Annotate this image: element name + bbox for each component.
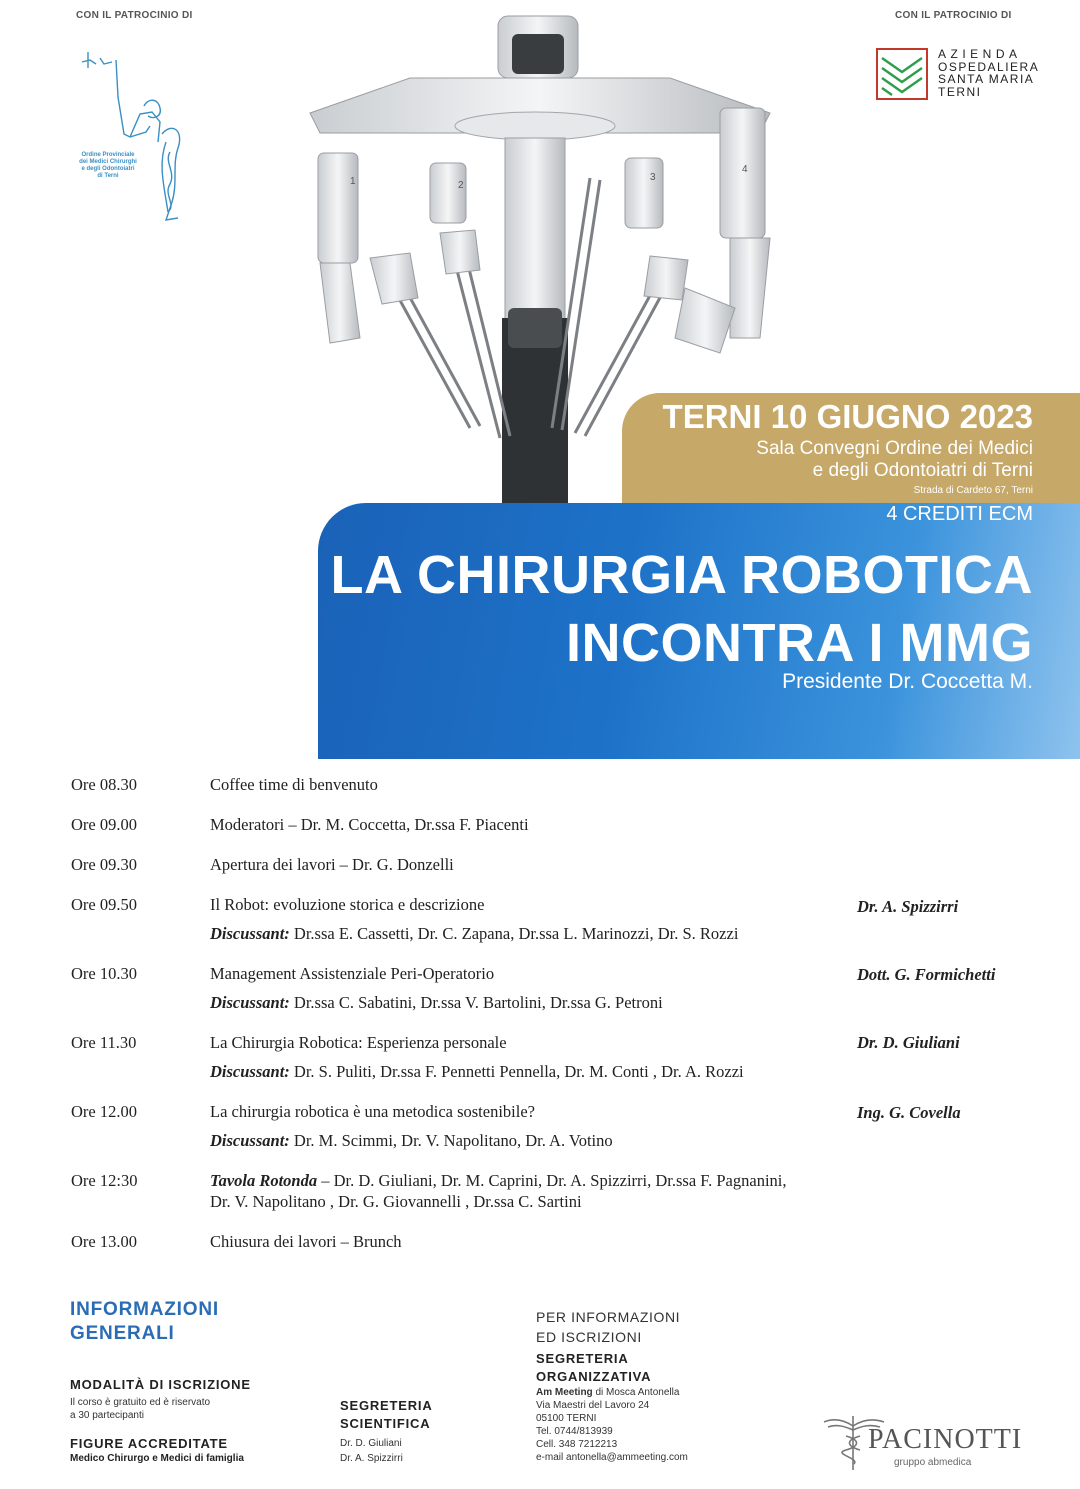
- program-discussants-4: [210, 924, 738, 944]
- azienda-line-4: TERNI: [938, 84, 982, 99]
- program-time-6: Ore 11.30: [71, 1033, 137, 1052]
- organizer-email: e-mail antonella@ammeeting.com: [536, 1452, 688, 1463]
- organizing-title-line-2: ORGANIZZATIVA: [536, 1369, 652, 1384]
- program-topic-1: Coffee time di benvenuto: [210, 775, 378, 794]
- scientific-title-line-1: SEGRETERIA: [340, 1398, 433, 1413]
- venue-line-1: Sala Convegni Ordine dei Medici: [756, 438, 1033, 459]
- scientific-name-1: Dr. D. Giuliani: [340, 1438, 402, 1449]
- main-title-line-2: INCONTRA I MMG: [566, 613, 1033, 673]
- program-time-4: Ore 09.50: [71, 895, 137, 914]
- venue-address: Strada di Cardeto 67, Terni: [913, 485, 1033, 496]
- robot-arm-4-label: 4: [742, 164, 748, 175]
- program-time-5: Ore 10.30: [71, 964, 137, 983]
- scientific-secretariat-title: [340, 1397, 433, 1433]
- organizer-company-owner: di Mosca Antonella: [592, 1387, 680, 1398]
- round-table-label: Tavola Rotonda: [210, 1171, 318, 1190]
- organizer-phone: Tel. 0744/813939: [536, 1426, 613, 1437]
- venue-line-2: e degli Odontoiatri di Terni: [812, 460, 1033, 481]
- registration-title: MODALITÀ DI ISCRIZIONE: [70, 1377, 251, 1392]
- program-speaker-6: Dr. D. Giuliani: [857, 1033, 960, 1052]
- program-topic-4: Il Robot: evoluzione storica e descrizione: [210, 895, 485, 914]
- program-time-9: Ore 13.00: [71, 1232, 137, 1251]
- organizing-title-line-1: SEGRETERIA: [536, 1351, 629, 1366]
- discussant-names: Dr.ssa E. Cassetti, Dr. C. Zapana, Dr.ssa L. Marinozzi, Dr. S. Rozzi: [293, 924, 739, 943]
- ordine-medici-logo: [60, 42, 190, 227]
- scientific-name-2: Dr. A. Spizzirri: [340, 1453, 403, 1464]
- program-topic-8-line-2: Dr. V. Napolitano , Dr. G. Giovannelli , Dr.ssa C. Sartini: [210, 1192, 582, 1211]
- azienda-line-3: SANTA MARIA: [938, 72, 1035, 86]
- azienda-line-2: OSPEDALIERA: [938, 59, 1040, 74]
- robot-arm-3-label: 3: [650, 172, 656, 183]
- robot-arm-2-label: 2: [458, 180, 464, 191]
- program-topic-3: Apertura dei lavori – Dr. G. Donzelli: [210, 855, 454, 874]
- ecm-credits: 4 CREDITI ECM: [886, 503, 1033, 525]
- contact-heading: [536, 1307, 680, 1347]
- patronage-right: CON IL PATROCINIO DI: [895, 10, 1012, 21]
- aesculapius-figure-icon: [60, 42, 190, 227]
- patronage-left: CON IL PATROCINIO DI: [76, 10, 193, 21]
- organizing-secretariat-details: [536, 1386, 688, 1464]
- scientific-secretariat-names: [340, 1436, 403, 1466]
- scientific-title-line-2: SCIENTIFICA: [340, 1416, 431, 1431]
- round-table-participants: – Dr. D. Giuliani, Dr. M. Caprini, Dr. A. Spizzirri, Dr.ssa F. Pagnanini,: [317, 1171, 787, 1190]
- ordine-line-2: dei Medici Chirurghi: [79, 159, 137, 165]
- robot-arm-1-label: 1: [350, 176, 356, 187]
- program-time-2: Ore 09.00: [71, 815, 137, 834]
- program-speaker-4: Dr. A. Spizzirri: [857, 897, 959, 916]
- program-speaker-5: Dott. G. Formichetti: [857, 965, 996, 984]
- discussant-label: Discussant:: [210, 1131, 290, 1150]
- organizer-address-2: 05100 TERNI: [536, 1413, 597, 1424]
- president-name: Presidente Dr. Coccetta M.: [782, 670, 1033, 693]
- pacinotti-logo: [820, 1412, 1040, 1472]
- azienda-line-1: AZIENDA: [938, 47, 1022, 61]
- program-topic-2: Moderatori – Dr. M. Coccetta, Dr.ssa F. Piacenti: [210, 815, 529, 834]
- program-time-7: Ore 12.00: [71, 1102, 137, 1121]
- info-title-line-1: INFORMAZIONI: [70, 1299, 219, 1320]
- ordine-line-4: di Terni: [97, 173, 119, 179]
- program-discussants-7: [210, 1131, 613, 1151]
- program-topic-5: Management Assistenziale Peri-Operatorio: [210, 964, 495, 983]
- discussant-label: Discussant:: [210, 924, 290, 943]
- registration-text: [70, 1396, 210, 1422]
- organizer-address-1: Via Maestri del Lavoro 24: [536, 1400, 650, 1411]
- discussant-label: Discussant:: [210, 993, 290, 1012]
- program-discussants-6: [210, 1062, 744, 1082]
- accredited-title: FIGURE ACCREDITATE: [70, 1436, 228, 1451]
- program-topic-7: La chirurgia robotica è una metodica sostenibile?: [210, 1102, 535, 1121]
- organizing-secretariat-title: [536, 1350, 651, 1386]
- sponsor-name: PACINOTTI: [868, 1424, 1023, 1455]
- program-topic-8: [210, 1171, 787, 1191]
- ordine-line-1: Ordine Provinciale: [81, 152, 135, 158]
- program-speaker-7: Ing. G. Covella: [857, 1103, 961, 1122]
- program-time-1: Ore 08.30: [71, 775, 137, 794]
- organizer-mobile: Cell. 348 7212213: [536, 1439, 618, 1450]
- program-topic-6: La Chirurgia Robotica: Esperienza personale: [210, 1033, 507, 1052]
- info-title: [70, 1298, 219, 1346]
- azienda-emblem-icon: [876, 48, 928, 100]
- program-time-3: Ore 09.30: [71, 855, 137, 874]
- event-date: TERNI 10 GIUGNO 2023: [662, 398, 1033, 435]
- organizer-company: Am Meeting: [536, 1387, 593, 1398]
- discussant-names: Dr.ssa C. Sabatini, Dr.ssa V. Bartolini, Dr.ssa G. Petroni: [293, 993, 663, 1012]
- azienda-ospedaliera-logo: [876, 48, 1046, 108]
- program-topic-9: Chiusura dei lavori – Brunch: [210, 1232, 402, 1251]
- ordine-line-3: e degli Odontoiatri: [81, 166, 135, 172]
- registration-line-1: Il corso è gratuito ed è riservato: [70, 1397, 211, 1408]
- sponsor-group: gruppo abmedica: [894, 1457, 972, 1468]
- contact-heading-line-1: PER INFORMAZIONI: [536, 1309, 681, 1325]
- registration-line-2: a 30 partecipanti: [70, 1410, 144, 1421]
- discussant-label: Discussant:: [210, 1062, 290, 1081]
- main-title-line-1: LA CHIRURGIA ROBOTICA: [330, 545, 1033, 605]
- program-discussants-5: [210, 993, 663, 1013]
- info-title-line-2: GENERALI: [70, 1323, 175, 1344]
- accredited-text: Medico Chirurgo e Medici di famiglia: [70, 1453, 244, 1464]
- program-time-8: Ore 12:30: [71, 1171, 138, 1190]
- discussant-names: Dr. S. Puliti, Dr.ssa F. Pennetti Pennella, Dr. M. Conti , Dr. A. Rozzi: [293, 1062, 744, 1081]
- discussant-names: Dr. M. Scimmi, Dr. V. Napolitano, Dr. A. Votino: [293, 1131, 613, 1150]
- contact-heading-line-2: ED ISCRIZIONI: [536, 1329, 642, 1345]
